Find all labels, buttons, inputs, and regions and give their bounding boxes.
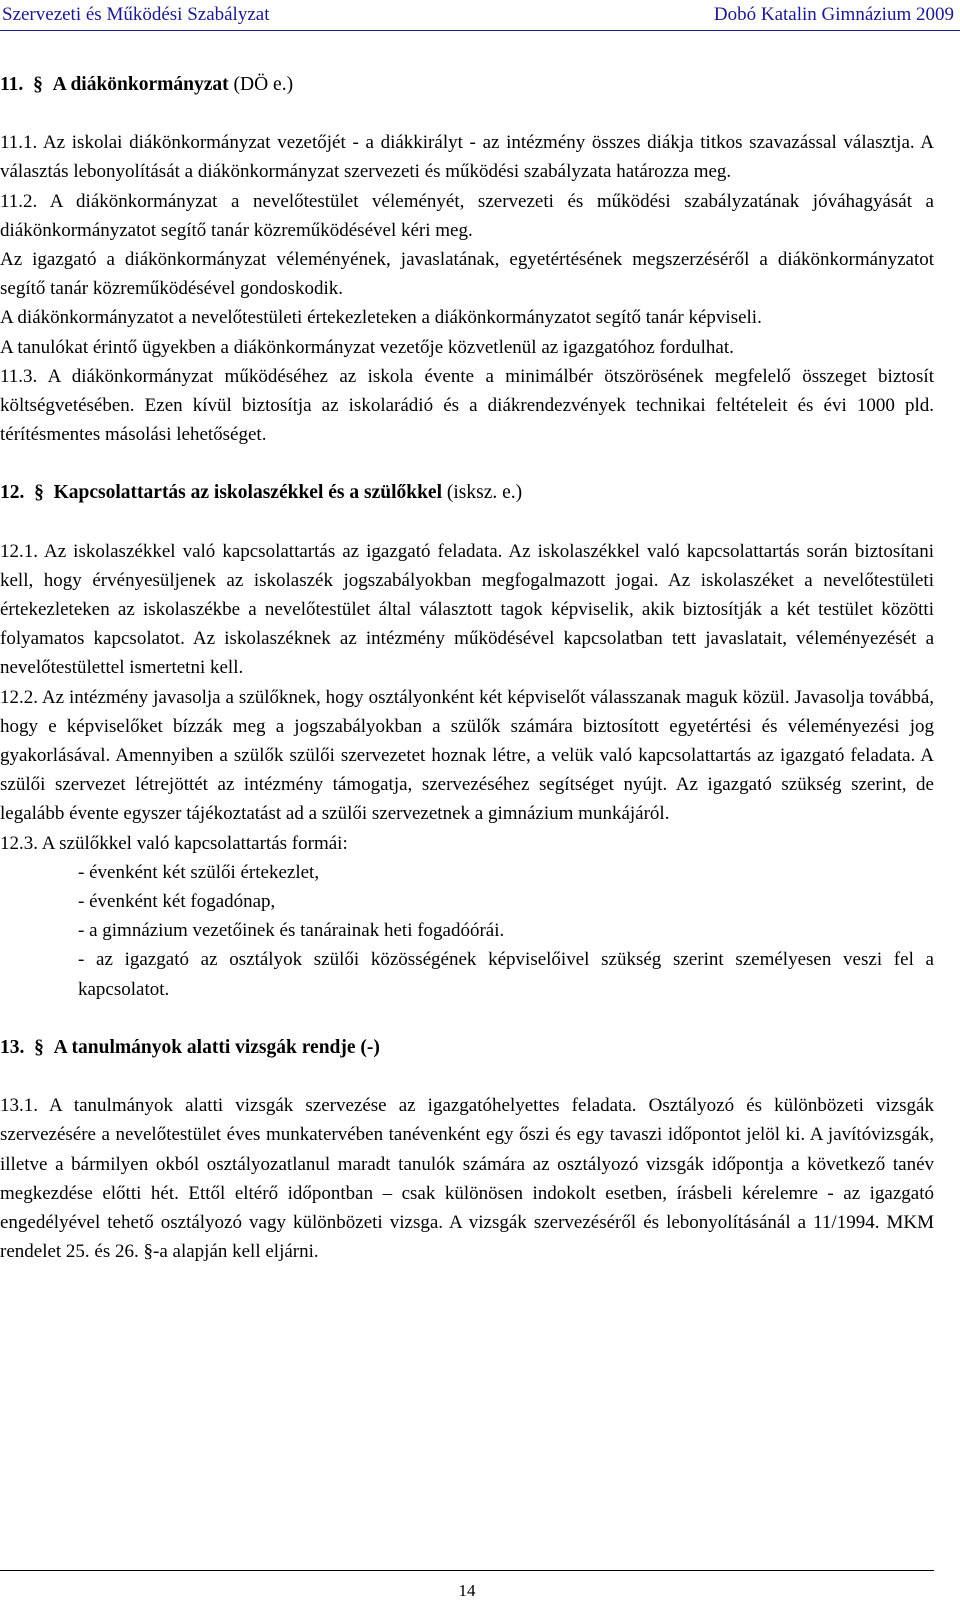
paragraph-11-1: 11.1. Az iskolai diákönkormányzat vezetőjét - a diákkirályt - az intézmény összes diákja titkos szavazással választja. A választás lebonyolítását a diákönkormányzat szervezeti és működési szabályzata határozza meg. [0,132,934,183]
paragraph-11-2-c: A diákönkormányzatot a nevelőtestületi értekezleteken a diákönkormányzatot segítő tanár képviseli. [0,307,762,329]
section-11-heading [0,70,934,99]
footer-rule [0,1570,934,1571]
section-12-heading [0,478,934,507]
section-13-heading [0,1033,934,1062]
paragraph-11-2: 11.2. A diákönkormányzat a nevelőtestület véleményét, szervezeti és működési szabályzatának jóváhagyását a diákönkormányzatot segítő tanár közreműködésével kéri meg. [0,190,934,241]
page-header [0,0,960,30]
document-body [0,70,934,1266]
paragraph-12-3: 12.3. A szülőkkel való kapcsolattartás formái: [0,832,348,854]
section-12-suffix: (isksz. e.) [446,482,523,504]
section-12-number: 12. [0,482,25,504]
page-footer [0,1570,934,1601]
section-11-sign: § [33,74,43,95]
paragraph-13-1: 13.1. A tanulmányok alatti vizsgák szervezése az igazgatóhelyettes feladata. Osztályozó és különbözeti vizsgák szervezésére a nevelőtestület éves munkatervében tanévenként egy őszi és egy tavaszi időpontot jelöl ki. A javítóvizsgák, illetve a bármilyen okból osztályozatlanul maradt tanulók számára az osztályozó vizsgák időpontja a következő tanév megkezdése előtti hét. Ettől eltérő időpontban – csak különösen indokolt esetben, írásbeli kérelemre - az igazgató engedélyével tehető osztályozó vagy különbözeti vizsga. A vizsgák szervezéséről és lebonyolításánál a 11/1994. MKM rendelet 25. és 26. §-a alapján kell eljárni. [0,1095,934,1263]
section-11-title: A diákönkormányzat [52,74,229,95]
list-item: - évenként két szülői értekezlet, [78,861,320,883]
paragraph-11-3: 11.3. A diákönkormányzat működéséhez az iskola évente a minimálbér ötszörösének megfelelő összeget biztosít költségvetésében. Ezen kívül biztosítja az iskolarádió és a diákrendezvények technikai feltételeit és évi 1000 pld. térítésmentes másolási lehetőséget. [0,365,934,446]
list-item: - a gimnázium vezetőinek és tanárainak heti fogadóórái. [78,920,505,942]
header-document-title: Szervezeti és Működési Szabályzat [2,4,270,25]
page-number: 14 [458,1581,476,1600]
paragraph-11-2-d: A tanulókat érintő ügyekben a diákönkormányzat vezetője közvetlenül az igazgatóhoz fordulhat. [0,336,734,358]
paragraph-12-1: 12.1. Az iskolaszékkel való kapcsolattartás az igazgató feladata. Az iskolaszékkel való kapcsolattartás során biztosítani kell, hogy érvényesüljenek az iskolaszék jogszabályokban megfogalmazott jogai. Az iskolaszéket a nevelőtestületi értekezleteken az iskolaszékbe a nevelőtestület által választott tagok képviselik, akik biztosítják a két testület közötti folyamatos kapcsolatot. Az iskolaszéknek az intézmény működésével kapcsolatban tett javaslatait, véleményezését a nevelőtestülettel ismertetni kell. [0,540,934,679]
section-11-number: 11. [0,74,24,95]
section-13-number: 13. [0,1036,25,1058]
section-13-title: A tanulmányok alatti vizsgák rendje (-) [53,1036,380,1058]
contact-forms-list [0,858,934,1004]
header-rule [0,30,960,31]
section-12-sign: § [34,482,44,504]
paragraph-12-2: 12.2. Az intézmény javasolja a szülőknek, hogy osztályonként két képviselőt válasszanak maguk közül. Javasolja továbbá, hogy e képviselőket bízzák meg a jogszabályokban a szülők számára biztosított egyetértési és véleményezési jog gyakorlásával. Amennyiben a szülők szülői szervezetet hoznak létre, a velük való kapcsolattartás az igazgató feladata. A szülői szervezet létrejöttét az intézmény támogatja, szervezéséhez segítséget nyújt. Az igazgató szükség szerint, de legalább évente egyszer tájékoztatást ad a szülői szervezetnek a gimnázium munkájáról. [0,686,934,825]
section-12-title: Kapcsolattartás az iskolaszékkel és a szülőkkel [53,482,442,504]
paragraph-11-2-b: Az igazgató a diákönkormányzat véleményének, javaslatának, egyetértésének megszerzéséről a diákönkormányzatot segítő tanár közreműködésével gondoskodik. [0,249,934,300]
list-item: - évenként két fogadónap, [78,891,276,913]
section-13-sign: § [34,1036,44,1058]
list-item: - az igazgató az osztályok szülői közösségének képviselőivel szükség szerint személyesen veszi fel a kapcsolatot. [78,949,934,1000]
header-institution: Dobó Katalin Gimnázium 2009 [713,4,954,25]
section-11-suffix: (DÖ e.) [233,74,294,95]
